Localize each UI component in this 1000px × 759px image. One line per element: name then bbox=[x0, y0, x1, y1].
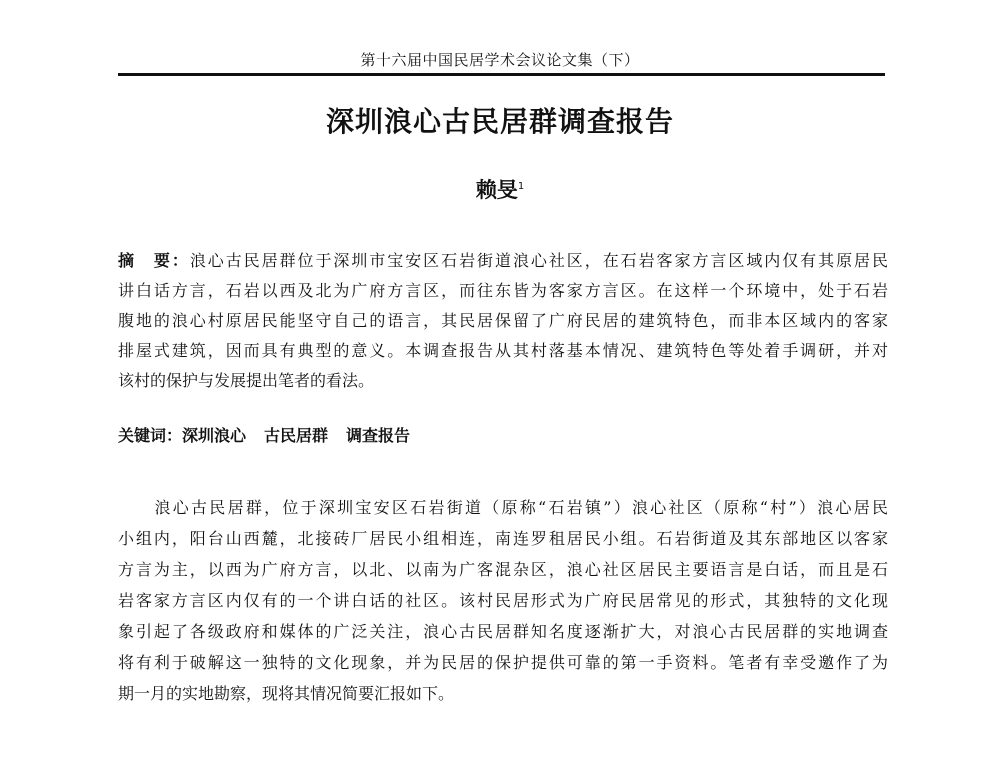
abstract-label: 摘 要： bbox=[118, 251, 190, 270]
paper-title: 深圳浪心古民居群调查报告 bbox=[325, 105, 674, 138]
running-header: 第十六届中国民居学术会议论文集（下） bbox=[360, 51, 640, 69]
body-line: 浪心古民居群，位于深圳宝安区石岩街道（原称“石岩镇”）浪心社区（原称“村”）浪心居民 bbox=[118, 498, 888, 517]
abstract-line: 腹地的浪心村原居民能坚守自己的语言，其民居保留了广府民居的建筑特色，而非本区域内的客家 bbox=[118, 311, 888, 330]
author-line bbox=[0, 174, 1000, 204]
abstract-line: 排屋式建筑，因而具有典型的意义。本调查报告从其村落基本情况、建筑特色等处着手调研，并对 bbox=[118, 341, 888, 360]
body-line: 将有利于破解这一独特的文化现象，并为民居的保护提供可靠的第一手资料。笔者有幸受邀作了为 bbox=[118, 653, 888, 672]
abstract-line: 讲白话方言，石岩以西及北为广府方言区，而往东皆为客家方言区。在这样一个环境中，处于石岩 bbox=[118, 281, 888, 300]
body-line: 象引起了各级政府和媒体的广泛关注，浪心古民居群知名度逐渐扩大，对浪心古民居群的实地调查 bbox=[118, 622, 888, 641]
keywords-label: 关键词： bbox=[118, 426, 183, 445]
abstract-line bbox=[118, 246, 888, 276]
body-line: 期一月的实地勘察，现将其情况简要汇报如下。 bbox=[118, 684, 455, 703]
body-line: 岩客家方言区内仅有的一个讲白话的社区。该村民居形式为广府民居常见的形式，其独特的文化现 bbox=[118, 591, 888, 610]
abstract-line-text: 浪心古民居群位于深圳市宝安区石岩街道浪心社区，在石岩客家方言区域内仅有其原居民 bbox=[189, 251, 888, 270]
keyword: 古民居群 bbox=[264, 426, 329, 445]
abstract-line: 该村的保护与发展提出笔者的看法。 bbox=[118, 371, 375, 390]
abstract bbox=[118, 246, 888, 396]
body-line: 方言为主，以西为广府方言，以北、以南为广客混杂区，浪心社区居民主要语言是白话，而且是石 bbox=[118, 560, 888, 579]
body-paragraph bbox=[118, 492, 888, 709]
keywords bbox=[118, 423, 410, 449]
keyword: 调查报告 bbox=[346, 426, 411, 445]
author-name: 赖旻 bbox=[475, 178, 518, 202]
keyword: 深圳浪心 bbox=[182, 426, 247, 445]
header-rule bbox=[118, 73, 885, 76]
body-line: 小组内，阳台山西麓，北接砖厂居民小组相连，南连罗租居民小组。石岩街道及其东部地区以客家 bbox=[118, 529, 888, 548]
author-footnote-mark: 1 bbox=[517, 181, 525, 192]
